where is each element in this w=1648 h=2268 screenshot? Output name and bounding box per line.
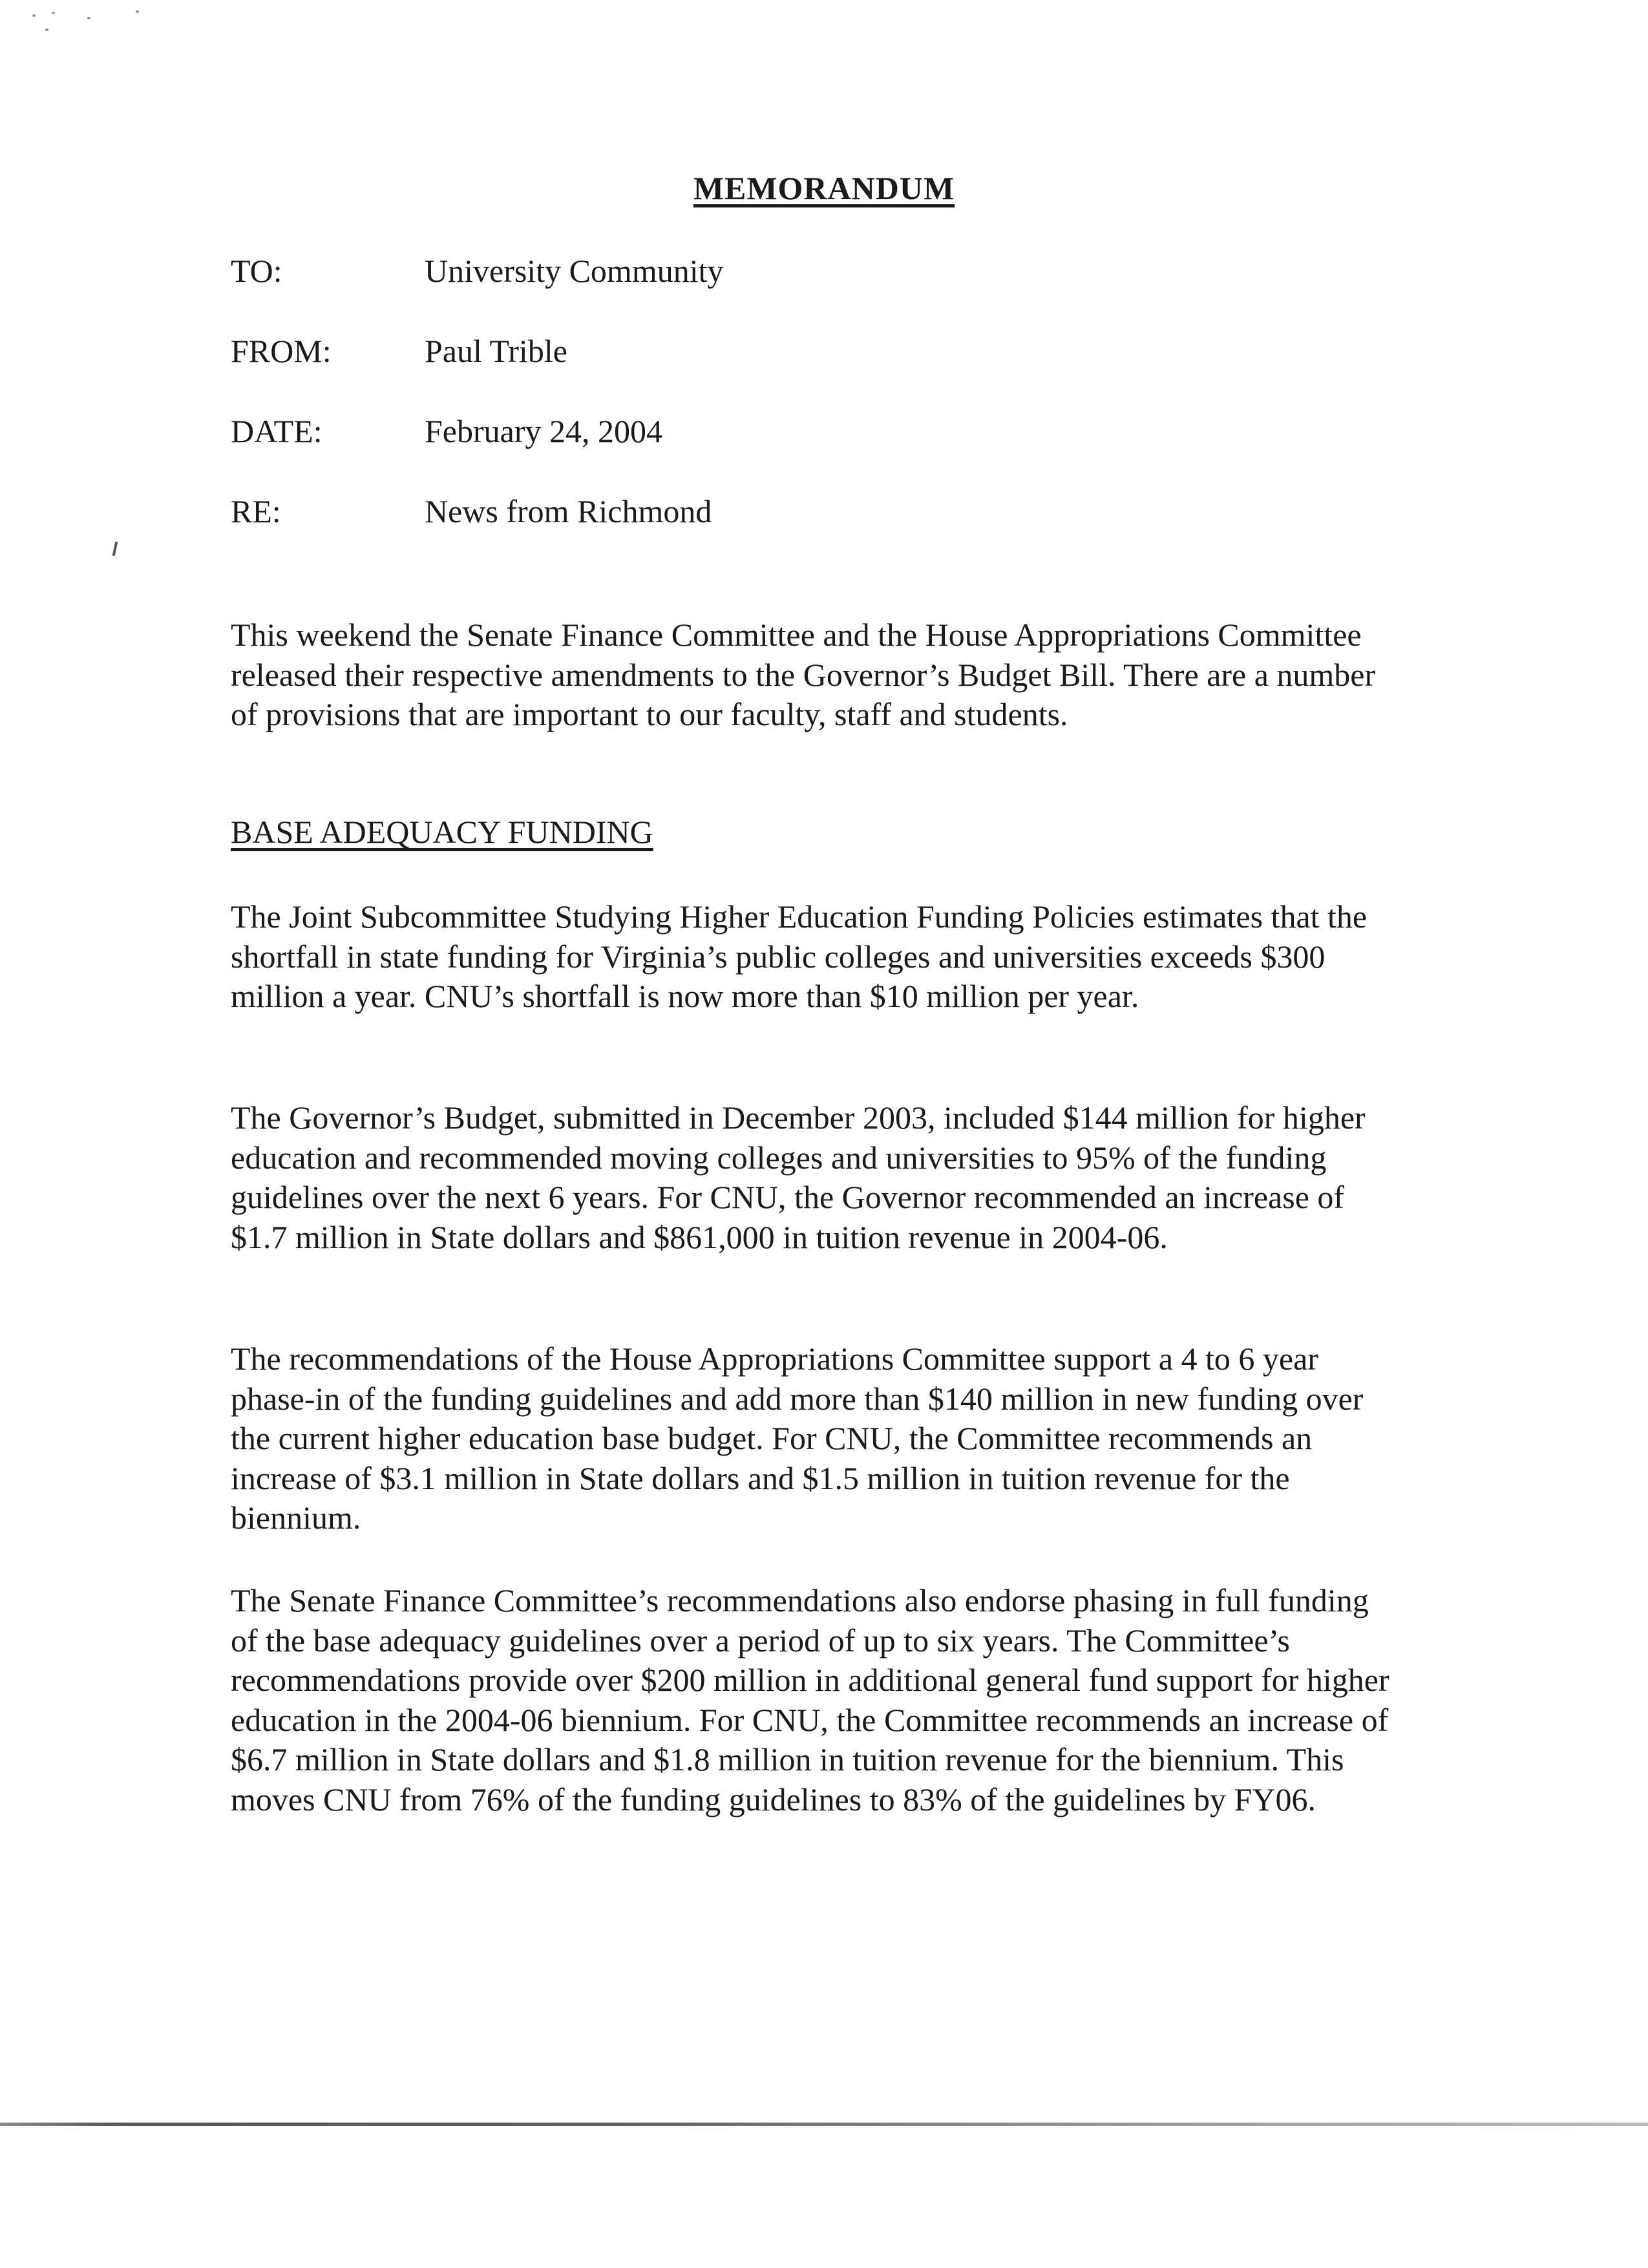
re-label: RE: bbox=[231, 493, 281, 529]
memo-title: MEMORANDUM bbox=[693, 170, 955, 206]
to-label: TO: bbox=[231, 253, 282, 289]
intro-paragraph: This weekend the Senate Finance Committee and the House Appropriations Committee released their respective amendments to the Governor’s Budget Bill. There are a number of provisions that are important to our faculty, staff and students. bbox=[231, 617, 1376, 732]
body-paragraph: The Governor’s Budget, submitted in December 2003, included $144 million for higher education and recommended moving colleges and universities to 95% of the funding guidelines over the next 6 years. For CNU, the Governor recommended an increase of $1.7 million in State dollars and $861,000 in tuition revenue in 2004-06. bbox=[231, 1099, 1366, 1255]
body-paragraph: The Joint Subcommittee Studying Higher Education Funding Policies estimates that the shortfall in state funding for Virginia’s public colleges and universities exceeds $300 million a year. CNU’s shortfall is now more than $10 million per year. bbox=[231, 898, 1368, 1014]
section-heading: BASE ADEQUACY FUNDING bbox=[231, 814, 653, 850]
from-value: Paul Trible bbox=[425, 333, 567, 369]
from-row bbox=[231, 332, 567, 370]
to-value: University Community bbox=[425, 253, 724, 289]
date-label: DATE: bbox=[231, 413, 322, 449]
date-value: February 24, 2004 bbox=[425, 413, 662, 449]
date-row bbox=[231, 412, 662, 450]
re-row bbox=[231, 493, 712, 530]
scan-edge-line bbox=[0, 2123, 1648, 2126]
body-paragraph: The recommendations of the House Appropriations Committee support a 4 to 6 year phase-in of the funding guidelines and add more than $140 million in new funding over the current higher education base budget. For CNU, the Committee recommends an increase of $3.1 million in State dollars and $1.5 million in tuition revenue for the biennium. bbox=[231, 1341, 1364, 1536]
scan-specks bbox=[26, 6, 168, 39]
body-paragraph: The Senate Finance Committee’s recommendations also endorse phasing in full funding of the base adequacy guidelines over a period of up to six years. The Committee’s recommendations provide over $200 million in additional general fund support for higher education in the 2004-06 biennium. For CNU, the Committee recommends an increase of $6.7 million in State dollars and $1.8 million in tuition revenue for the biennium. This moves CNU from 76% of the funding guidelines to 83% of the guidelines by FY06. bbox=[231, 1582, 1389, 1818]
to-row bbox=[231, 252, 724, 290]
re-value: News from Richmond bbox=[425, 493, 712, 529]
scan-mark bbox=[112, 542, 118, 556]
from-label: FROM: bbox=[231, 333, 332, 369]
